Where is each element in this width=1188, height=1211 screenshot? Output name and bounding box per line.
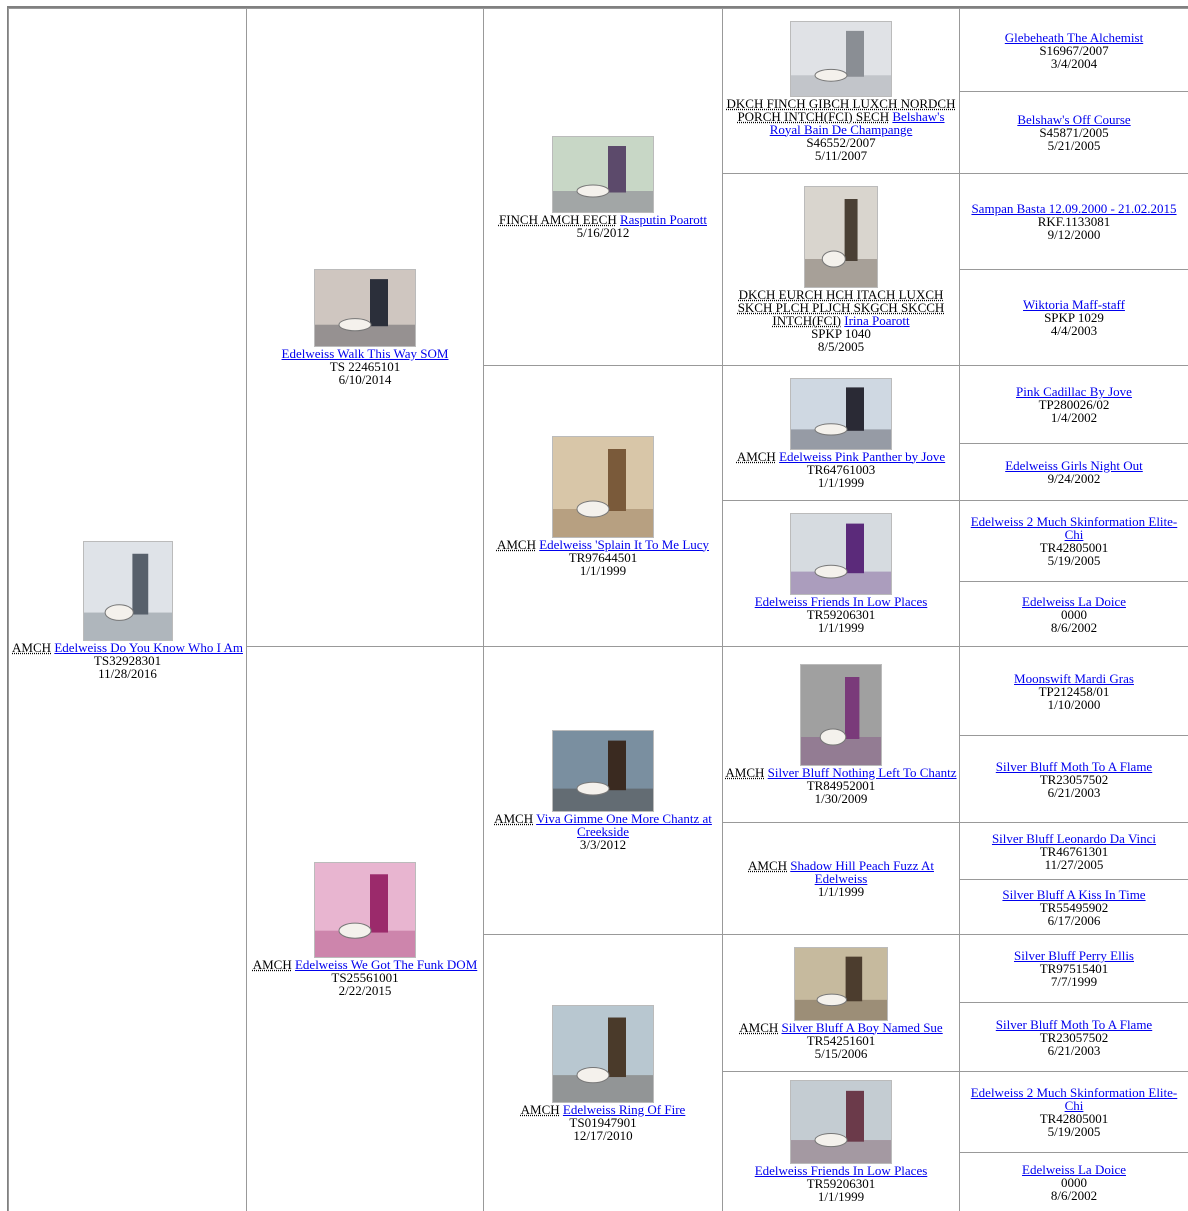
dog-photo[interactable] (790, 378, 892, 450)
gen3-ancestor-cell (483, 365, 722, 646)
gen5-ancestor-cell (959, 581, 1188, 646)
birth-date: 5/16/2012 (576, 224, 630, 240)
registration-number: TR23057502 (1039, 771, 1109, 787)
registration-number: TR59206301 (806, 607, 876, 622)
dog-name-link[interactable]: Belshaw's Off Course (1017, 112, 1131, 127)
dog-name-link[interactable]: Silver Bluff Leonardo Da Vinci (991, 830, 1157, 846)
dog-name-link[interactable]: Irina Poarott (844, 313, 910, 328)
dog-name-link[interactable]: Edelweiss Girls Night Out (1005, 458, 1143, 473)
gen3-ancestor-cell (483, 934, 722, 1211)
registration-number: TR46761301 (1039, 843, 1109, 859)
registration-number: RKF.1133081 (1037, 214, 1111, 229)
gen5-ancestor-cell (959, 1071, 1188, 1152)
dog-name-link[interactable]: Belshaw's Royal Bain De Champange (769, 108, 945, 137)
registration-number: TR54251601 (806, 1032, 876, 1048)
dog-name-link[interactable]: Edelweiss Walk This Way SOM (281, 346, 449, 361)
registration-number: S46552/2007 (806, 134, 876, 150)
dog-name-line (12, 641, 243, 654)
subject-dog-cell (8, 8, 246, 1211)
dog-name-line (737, 450, 945, 463)
dog-name-link[interactable]: Rasputin Poarott (619, 211, 708, 227)
gen5-ancestor-cell (959, 8, 1188, 91)
dog-name-line (996, 1018, 1152, 1031)
dog-name-link[interactable]: Edelweiss La Doice (1022, 1161, 1126, 1177)
registration-number: TR55495902 (1039, 899, 1109, 915)
dog-name-line (1022, 595, 1126, 608)
dog-name-line (725, 859, 957, 885)
dog-name-line (253, 958, 478, 971)
gen5-ancestor-cell (959, 1002, 1188, 1071)
dog-name-line (497, 538, 709, 551)
registration-number: TR42805001 (1039, 1111, 1109, 1126)
gen5-ancestor-cell (959, 934, 1188, 1002)
dog-name-link[interactable]: Silver Bluff A Boy Named Sue (781, 1019, 943, 1035)
gen5-ancestor-cell (959, 822, 1188, 879)
dog-photo[interactable] (314, 269, 416, 347)
registration-number: TP212458/01 (1038, 683, 1110, 699)
dog-name-line (739, 1021, 942, 1034)
gen3-ancestor-cell (483, 8, 722, 365)
birth-date: 5/11/2007 (814, 147, 868, 163)
birth-date: 8/6/2002 (1050, 1187, 1098, 1203)
gen5-ancestor-cell (959, 91, 1188, 173)
dog-photo[interactable] (790, 1080, 892, 1164)
registration-number: TS25561001 (331, 969, 399, 985)
dog-name-link[interactable]: Silver Bluff Moth To A Flame (995, 1016, 1153, 1032)
dog-name-link[interactable]: Edelweiss Friends In Low Places (754, 1163, 928, 1178)
gen5-ancestor-cell (959, 646, 1188, 735)
birth-date: 2/22/2015 (338, 982, 392, 998)
gen4-ancestor-cell (722, 8, 959, 173)
dog-titles: DKCH FINCH GIBCH LUXCH NORDCH PORCH INTCH(FCI) SECH (726, 95, 956, 124)
dog-name-line (996, 760, 1152, 773)
dog-titles: AMCH (252, 956, 292, 972)
dog-name-link[interactable]: Edelweiss 2 Much Skinformation Elite-Chi (970, 514, 1178, 542)
dog-photo[interactable] (314, 862, 416, 958)
dog-name-line (1005, 31, 1143, 44)
birth-date: 11/28/2016 (98, 665, 157, 681)
birth-date: 5/21/2005 (1047, 138, 1101, 153)
registration-number: TR23057502 (1039, 1029, 1109, 1045)
gen5-ancestor-cell (959, 269, 1188, 365)
registration-number: 0000 (1061, 1174, 1087, 1190)
gen4-ancestor-cell (722, 500, 959, 646)
gen5-ancestor-cell (959, 173, 1188, 269)
dog-name-link[interactable]: Silver Bluff Moth To A Flame (995, 758, 1153, 774)
birth-date: 5/19/2005 (1047, 1124, 1101, 1139)
registration-number: TP280026/02 (1038, 397, 1110, 412)
dog-name-link[interactable]: Wiktoria Maff-staff (1023, 297, 1125, 312)
birth-date: 8/5/2005 (817, 339, 865, 354)
dog-photo[interactable] (552, 1005, 654, 1103)
birth-date: 9/24/2002 (1047, 471, 1101, 486)
dog-name-line (1022, 1163, 1126, 1176)
dog-name-line (962, 515, 1186, 541)
birth-date: 9/12/2000 (1047, 227, 1101, 242)
dog-name-link[interactable]: Glebeheath The Alchemist (1004, 29, 1144, 45)
dog-titles: AMCH (725, 765, 765, 780)
registration-number: TR97515401 (1039, 961, 1109, 976)
dog-name-line (1002, 888, 1145, 901)
dog-name-line (1014, 672, 1134, 685)
dog-name-link[interactable]: Viva Gimme One More Chantz at Creekside (536, 811, 712, 839)
birth-date: 1/10/2000 (1047, 696, 1101, 712)
registration-number: TR64761003 (806, 461, 876, 477)
birth-date: 6/21/2003 (1047, 784, 1101, 800)
registration-number: TR84952001 (806, 778, 876, 793)
dog-photo[interactable] (790, 513, 892, 595)
dog-photo[interactable] (83, 541, 173, 641)
registration-number: S45871/2005 (1039, 125, 1109, 140)
gen3-ancestor-cell (483, 646, 722, 934)
gen4-ancestor-cell (722, 934, 959, 1071)
dog-name-link[interactable]: Silver Bluff Nothing Left To Chantz (767, 765, 957, 780)
birth-date: 8/6/2002 (1050, 619, 1098, 635)
dog-name-link[interactable]: Pink Cadillac By Jove (1016, 384, 1132, 399)
birth-date: 1/1/1999 (817, 474, 865, 490)
dog-name-link[interactable]: Edelweiss Friends In Low Places (754, 594, 928, 609)
dog-name-link[interactable]: Silver Bluff A Kiss In Time (1002, 886, 1146, 902)
registration-number: SPKP 1029 (1044, 310, 1104, 325)
dog-titles: AMCH (12, 639, 52, 655)
dog-photo[interactable] (794, 947, 888, 1021)
birth-date: 7/7/1999 (1050, 974, 1098, 989)
dog-name-line (521, 1103, 686, 1116)
dog-photo[interactable] (804, 186, 878, 288)
dog-name-line (499, 213, 707, 226)
gen5-ancestor-cell (959, 365, 1188, 443)
dog-name-line (962, 1086, 1186, 1112)
dog-name-link[interactable]: Edelweiss Do You Know Who I Am (54, 639, 243, 655)
registration-number: TS32928301 (93, 652, 162, 668)
gen4-ancestor-cell (722, 1071, 959, 1211)
birth-date: 1/1/1999 (817, 620, 865, 635)
dog-photo[interactable] (552, 136, 654, 213)
dog-photo[interactable] (552, 730, 654, 812)
registration-number: TR59206301 (806, 1176, 876, 1191)
gen4-ancestor-cell (722, 646, 959, 822)
birth-date: 1/30/2009 (814, 791, 868, 806)
birth-date: 3/4/2004 (1050, 55, 1098, 71)
birth-date: 1/1/1999 (579, 562, 627, 578)
gen5-ancestor-cell (959, 443, 1188, 500)
dog-name-link[interactable]: Edelweiss 2 Much Skinformation Elite-Chi (970, 1085, 1178, 1113)
dog-titles: AMCH (494, 811, 534, 826)
sire-cell (246, 8, 483, 646)
dog-name-link[interactable]: Silver Bluff Perry Ellis (1013, 948, 1134, 963)
registration-number: S16967/2007 (1039, 42, 1109, 58)
gen4-ancestor-cell (722, 822, 959, 934)
dam-cell (246, 646, 483, 1211)
dog-name-line (992, 832, 1156, 845)
registration-number: 0000 (1061, 606, 1087, 622)
registration-number: TS01947901 (569, 1114, 637, 1130)
dog-titles: AMCH (748, 858, 788, 873)
birth-date: 12/17/2010 (573, 1127, 633, 1143)
dog-titles: FINCH AMCH EECH (498, 211, 617, 227)
birth-date: 4/4/2003 (1050, 323, 1098, 338)
dog-name-link[interactable]: Edelweiss Ring Of Fire (562, 1101, 686, 1117)
dog-titles: AMCH (520, 1101, 560, 1117)
dog-photo[interactable] (800, 664, 882, 766)
dog-name-link[interactable]: Shadow Hill Peach Fuzz At Edelweiss (790, 858, 934, 886)
registration-number: SPKP 1040 (811, 326, 871, 341)
gen4-ancestor-cell (722, 365, 959, 500)
dog-titles: AMCH (496, 536, 536, 552)
gen5-ancestor-cell (959, 500, 1188, 581)
birth-date: 6/17/2006 (1047, 912, 1101, 928)
birth-date: 5/19/2005 (1047, 553, 1101, 568)
birth-date: 1/1/1999 (817, 1189, 865, 1204)
gen5-ancestor-cell (959, 1152, 1188, 1211)
dog-name-link[interactable]: Edelweiss 'Splain It To Me Lucy (539, 536, 710, 552)
birth-date: 11/27/2005 (1044, 856, 1104, 872)
birth-date: 6/10/2014 (338, 372, 392, 387)
dog-titles: DKCH EURCH HCH ITACH LUXCH SKCH PLCH PLJCH SKGCH SKCCH INTCH(FCI) (737, 287, 945, 328)
registration-number: TR42805001 (1039, 540, 1109, 555)
dog-titles: AMCH (739, 1019, 779, 1035)
dog-name-line (486, 812, 720, 838)
registration-number: TS 22465101 (329, 359, 401, 374)
birth-date: 6/21/2003 (1047, 1042, 1101, 1058)
dog-name-link[interactable]: Edelweiss We Got The Funk DOM (294, 956, 478, 972)
gen5-ancestor-cell (959, 735, 1188, 822)
gen4-ancestor-cell (722, 173, 959, 365)
birth-date: 1/1/1999 (817, 884, 865, 899)
birth-date: 5/15/2006 (814, 1045, 868, 1061)
registration-number: TR97644501 (568, 549, 638, 565)
dog-photo[interactable] (552, 436, 654, 538)
birth-date: 1/4/2002 (1050, 410, 1098, 425)
dog-name-link[interactable]: Sampan Basta 12.09.2000 - 21.02.2015 (971, 201, 1177, 216)
dog-name-link[interactable]: Moonswift Mardi Gras (1014, 670, 1134, 686)
dog-photo[interactable] (790, 21, 892, 97)
dog-titles: AMCH (736, 448, 776, 464)
gen5-ancestor-cell (959, 879, 1188, 934)
dog-name-link[interactable]: Edelweiss La Doice (1022, 593, 1126, 609)
dog-name-line (725, 288, 957, 327)
birth-date: 3/3/2012 (579, 837, 627, 852)
dog-name-line (725, 97, 957, 136)
dog-name-link[interactable]: Edelweiss Pink Panther by Jove (779, 448, 946, 464)
